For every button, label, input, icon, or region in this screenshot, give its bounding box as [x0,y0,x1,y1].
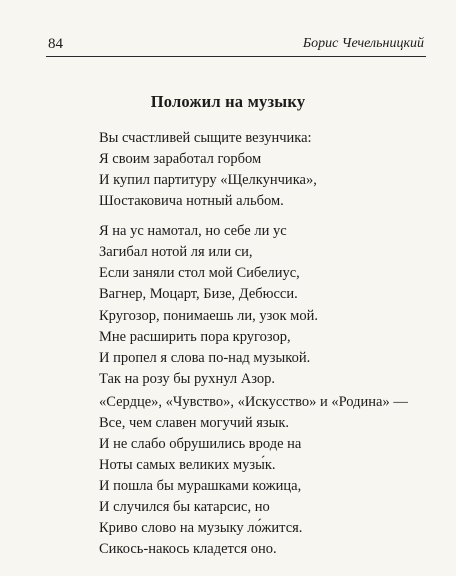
poem-line: Кругозор, понимаешь ли, узок мой. [99,308,318,324]
stanza-3 [99,306,318,390]
poem-line: Сикось-накось кладется оно. [99,541,277,557]
poem-line: Если заняли стол мой Сибелиус, [99,265,300,281]
poem-line: Вы счастливей сыщите везунчика: [99,130,312,146]
page-number: 84 [48,36,63,52]
poem-line: Загибал нотой ля или си, [99,244,253,260]
stanza-4 [99,392,408,560]
poem-line: Вагнер, Моцарт, Бизе, Дебюсси. [99,286,298,302]
header-rule [46,56,426,57]
poem-line: Шостаковича нотный альбом. [99,193,284,209]
poem-line: Все, чем славен могучий язык. [99,415,290,431]
poem-line: Ноты самых великих музы́к. [99,457,276,473]
running-head-author: Борис Чечельницкий [302,36,424,51]
poem-line: «Сердце», «Чувство», «Искусство» и «Родина» — [99,394,408,410]
stanza-2 [99,221,300,305]
poem-line: И не слабо обрушились вроде на [99,436,302,452]
poem-line: Так на розу бы рухнул Азор. [99,371,275,387]
poem-line: И пропел я слова по-над музыкой. [99,350,311,366]
poem-line: Мне расширить пора кругозор, [99,329,291,345]
stanza-1 [99,128,317,212]
poem-line: Я на ус намотал, но себе ли ус [99,223,287,239]
poem-line: И купил партитуру «Щелкунчика», [99,172,317,188]
poem-line: Я своим заработал горбом [99,151,262,167]
poem-line: И случился бы катарсис, но [99,499,270,515]
poem-line: Криво слово на музыку ло́жится. [99,520,303,536]
poem-title: Положил на музыку [150,92,306,111]
poem-line: И пошла бы мурашками кожица, [99,478,302,494]
